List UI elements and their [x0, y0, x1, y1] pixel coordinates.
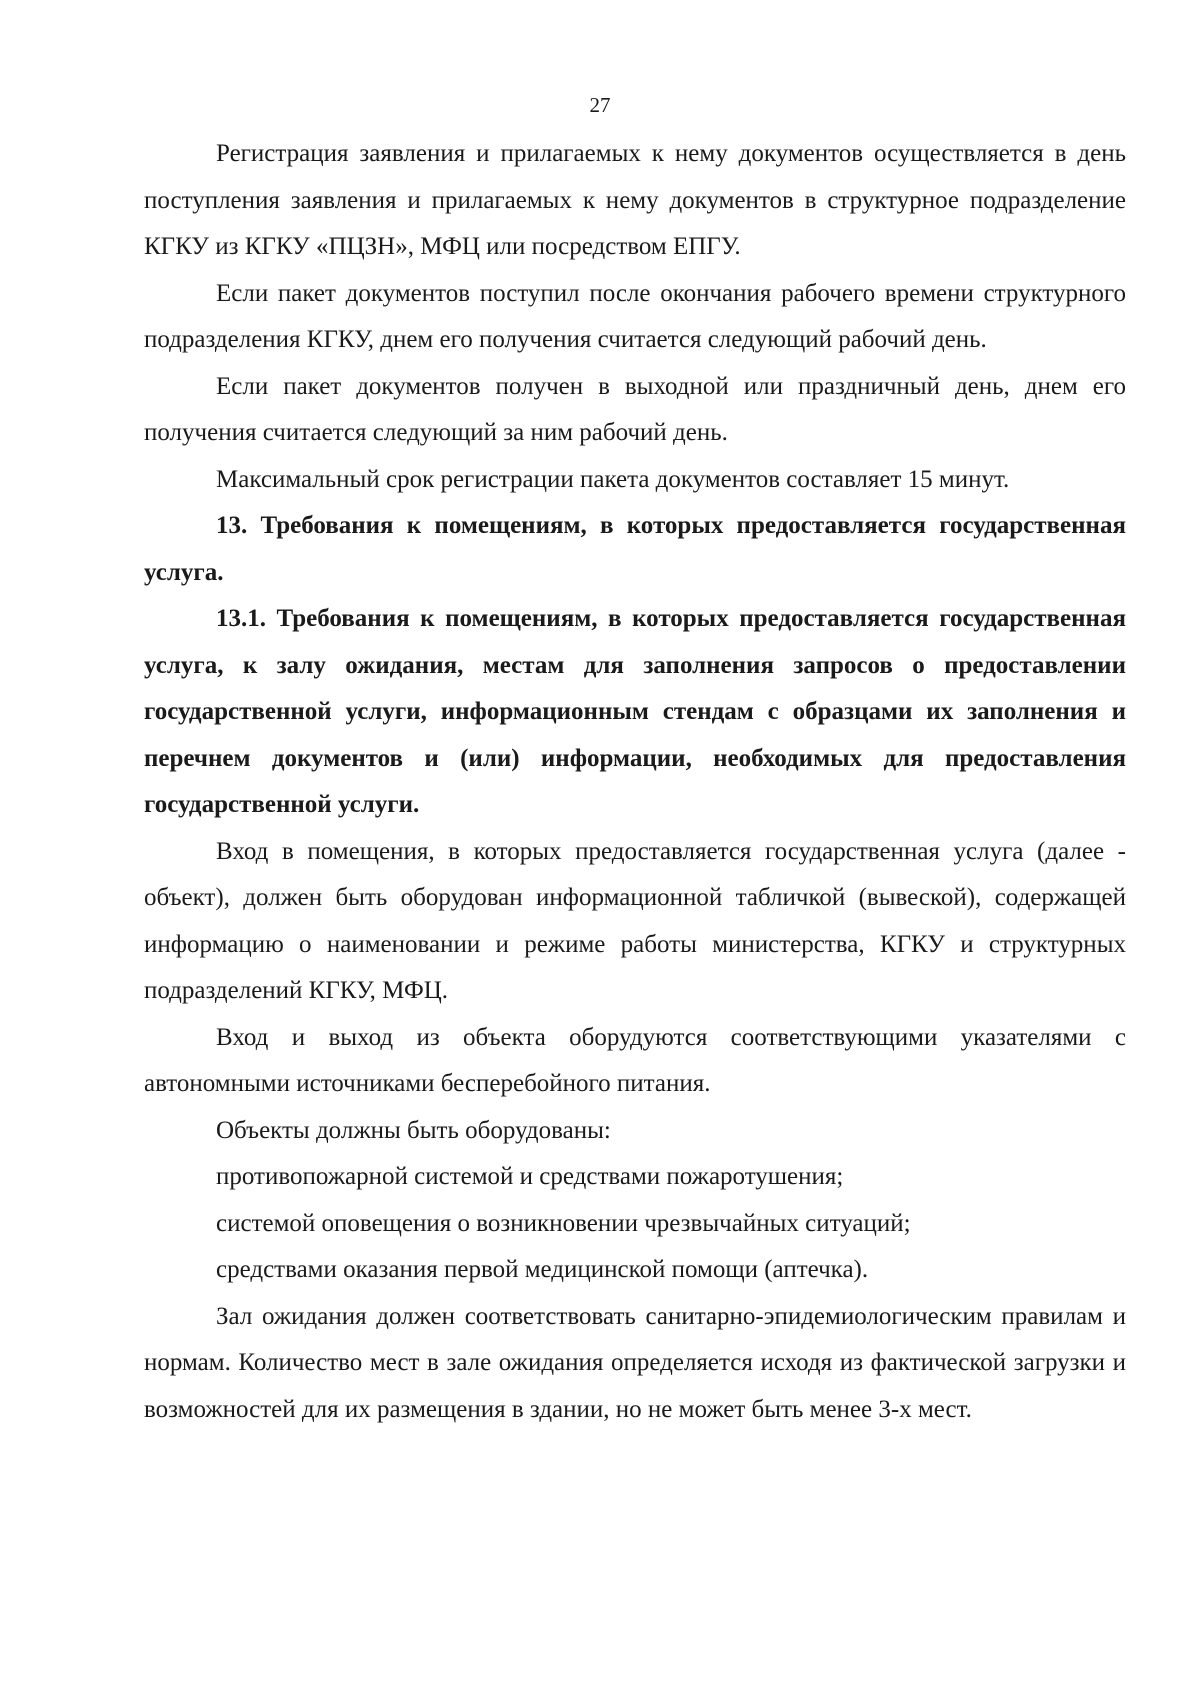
- paragraph-entrance-exit-signs: Вход и выход из объекта оборудуются соответствующими указателями с автономными источниками бесперебойного питания.: [144, 1023, 1126, 1097]
- list-item-first-aid: средствами оказания первой медицинской помощи (аптечка).: [216, 1256, 869, 1283]
- paragraph-after-hours: Если пакет документов поступил после окончания рабочего времени структурного подразделения КГКУ, днем его получения считается следующий рабочий день.: [144, 279, 1126, 353]
- list-item-alert-system: системой оповещения о возникновении чрезвычайных ситуаций;: [216, 1209, 911, 1237]
- document-body: [144, 131, 1126, 1433]
- page-number: 27: [589, 93, 611, 117]
- paragraph-registration: Регистрация заявления и прилагаемых к нему документов осуществляется в день поступления заявления и прилагаемых к нему документов в структурное подразделение КГКУ из КГКУ «ПЦЗН», МФЦ или посредством ЕПГУ.: [144, 140, 1126, 260]
- section-heading-13: 13. Требования к помещениям, в которых предоставляется государственная услуга.: [144, 512, 1126, 586]
- paragraph-equipment-intro: Объекты должны быть оборудованы:: [216, 1116, 611, 1144]
- section-heading-13-1: 13.1. Требования к помещениям, в которых предоставляется государственная услуга, к залу ожидания, местам для заполнения запросов о предоставлении государственной услуги, информационным стендам с образцами их заполнения и перечнем документов и (или) информации, необходимых для предоставления государственной услуги.: [144, 605, 1126, 818]
- paragraph-holiday: Если пакет документов получен в выходной или праздничный день, днем его получения считается следующий за ним рабочий день.: [144, 372, 1126, 446]
- paragraph-max-registration-time: Максимальный срок регистрации пакета документов составляет 15 минут.: [216, 465, 1010, 493]
- paragraph-entrance-sign: Вход в помещения, в которых предоставляется государственная услуга (далее - объект), должен быть оборудован информационной табличкой (вывеской), содержащей информацию о наименовании и режиме работы министерства, КГКУ и структурных подразделений КГКУ, МФЦ.: [144, 837, 1126, 1004]
- paragraph-waiting-hall: Зал ожидания должен соответствовать санитарно-эпидемиологическим правилам и нормам. Количество мест в зале ожидания определяется исходя из фактической загрузки и возможностей для их размещения в здании, но не может быть менее 3-х мест.: [144, 1302, 1126, 1423]
- list-item-fire-system: противопожарной системой и средствами пожаротушения;: [216, 1163, 844, 1190]
